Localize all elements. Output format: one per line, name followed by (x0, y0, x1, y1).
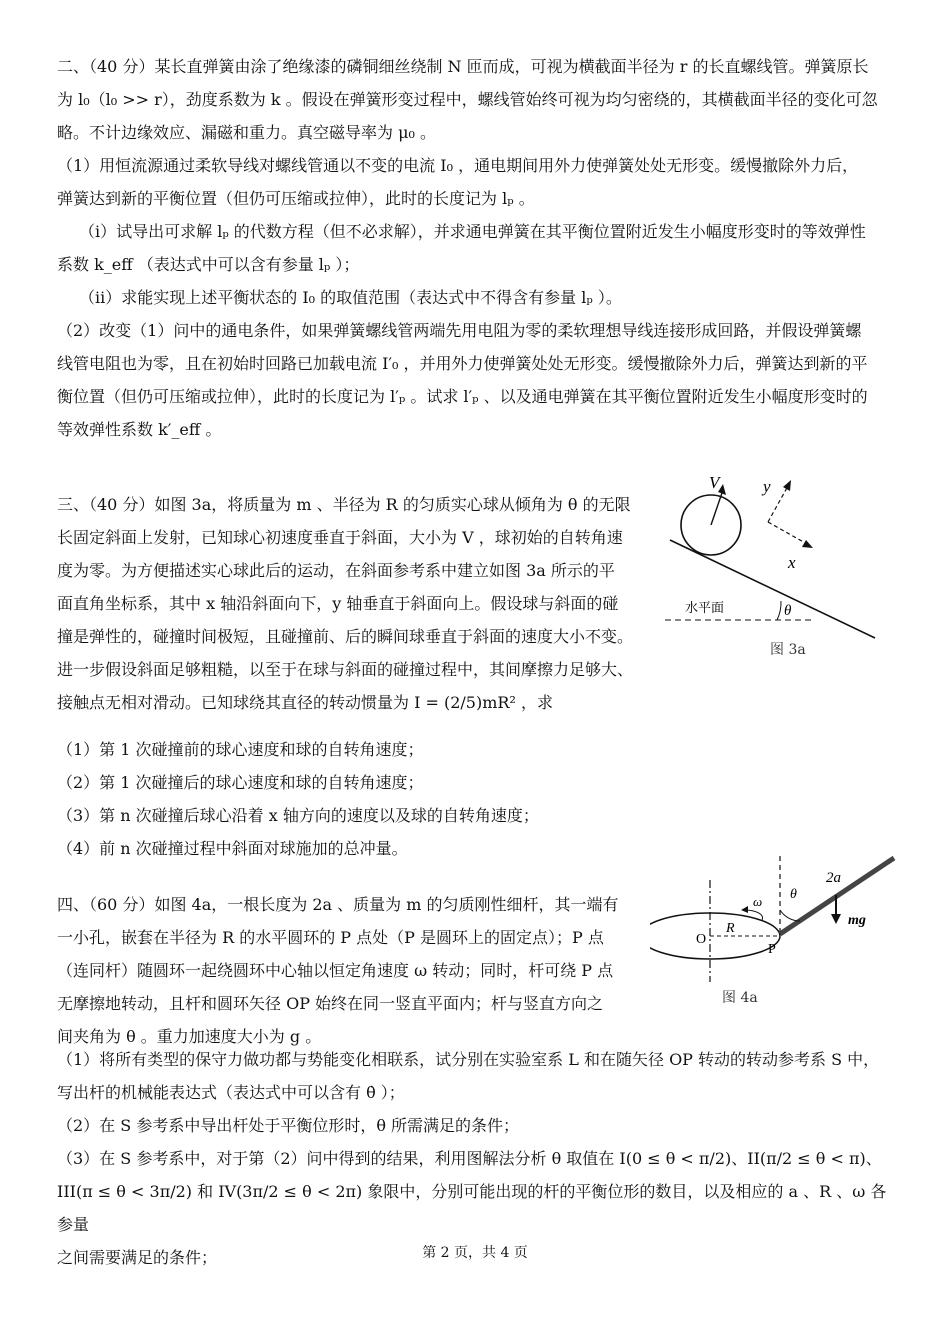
s3-question-3: （3）第 n 次碰撞后球心沿着 x 轴方向的速度以及球的自转角速度； (57, 806, 539, 825)
s4-line-3: （连同杆）随圆环一起绕圆环中心轴以恒定角速度 ω 转动；同时，杆可绕 P 点 (57, 961, 614, 980)
s3-line-5: 撞是弹性的，碰撞时间极短，且碰撞前、后的瞬间球垂直于斜面的速度大小不变。 (57, 627, 634, 646)
figure-3a-caption: 图 3a (770, 642, 806, 658)
figure-4a-diagram (650, 850, 900, 1015)
incline-line (670, 540, 875, 638)
s2-line-6: （i）试导出可求解 lₚ 的代数方程（但不必求解），并求通电弹簧在其平衡位置附近发生小幅度形变时的等效弹性 (79, 222, 866, 241)
label-mg: mg (848, 913, 866, 928)
label-y: y (763, 477, 771, 496)
label-O: O (696, 932, 707, 947)
label-horizontal-plane: 水平面 (685, 601, 725, 616)
label-x: x (788, 553, 796, 572)
label-theta-3a: θ (784, 603, 792, 619)
page-footer: 第 2 页，共 4 页 (422, 1245, 528, 1261)
label-V: V (709, 473, 720, 492)
section-4-text (57, 888, 642, 1053)
s2-line-3: 略。不计边缘效应、漏磁和重力。真空磁导率为 μ₀ 。 (57, 123, 436, 142)
figure-4a-caption: 图 4a (722, 990, 758, 1006)
gravity-arrowhead (831, 914, 841, 924)
s4-question-3: （3）在 S 参考系中，对于第（2）问中得到的结果，利用图解法分析 θ 取值在 I(0 ≤ θ < π/2)、II(π/2 ≤ θ < π)、 (57, 1149, 882, 1168)
s2-line-9: （2）改变（1）问中的通电条件，如果弹簧螺线管两端先用电阻为零的柔软理想导线连接形成回路，并假设弹簧螺 (57, 321, 862, 340)
s3-question-4: （4）前 n 次碰撞过程中斜面对球施加的总冲量。 (57, 839, 408, 858)
s3-question-1: （1）第 1 次碰撞前的球心速度和球的自转角速度； (57, 740, 424, 759)
theta-arc (780, 910, 800, 921)
section-3-text (57, 488, 642, 719)
omega-arrowhead (741, 906, 748, 913)
s2-line-12: 等效弹性系数 k′_eff 。 (57, 420, 222, 439)
label-omega: ω (753, 894, 763, 909)
label-P: P (768, 942, 776, 957)
s3-line-6: 进一步假设斜面足够粗糙，以至于在球与斜面的碰撞过程中，其间摩擦力足够大、 (57, 660, 634, 679)
s3-line-4: 面直角坐标系，其中 x 轴沿斜面向下，y 轴垂直于斜面向上。假设球与斜面的碰 (57, 594, 619, 613)
section-2 (57, 50, 895, 446)
figure-3a (665, 470, 895, 670)
s4-question-3b: III(π ≤ θ < 3π/2) 和 IV(3π/2 ≤ θ < 2π) 象限中，分别可能出现的杆的平衡位形的数目，以及相应的 a 、R 、ω 各参量 (57, 1182, 887, 1234)
s4-line-2: 一小孔，嵌套在半径为 R 的水平圆环的 P 点处（P 是圆环上的固定点）；P 点 (57, 928, 604, 947)
y-axis-dashed (768, 486, 788, 522)
section-4-questions (57, 1043, 895, 1274)
figure-3a-diagram (665, 470, 895, 670)
s3-line-3: 度为零。为方便描述实心球此后的运动，在斜面参考系中建立如图 3a 所示的平 (57, 561, 615, 580)
x-axis-arrowhead (802, 540, 813, 548)
s3-line-1: 三、（40 分）如图 3a，将质量为 m 、半径为 R 的匀质实心球从倾角为 θ 的无限 (57, 495, 631, 514)
label-R: R (726, 921, 735, 936)
s2-line-11: 衡位置（但仍可压缩或拉伸），此时的长度记为 l′ₚ 。试求 l′ₚ 、以及通电弹簧在其平衡位置附近发生小幅度形变时的 (57, 387, 868, 406)
s4-line-1: 四、（60 分）如图 4a，一根长度为 2a 、质量为 m 的匀质刚性细杆，其一端有 (57, 895, 619, 914)
y-axis-arrowhead (783, 480, 791, 491)
s2-line-10: 线管电阻也为零，且在初始时回路已加载电流 I′₀ ，并用外力使弹簧处处无形变。缓慢撤除外力后，弹簧达到新的平 (57, 354, 868, 373)
s2-line-1: 二、（40 分）某长直弹簧由涂了绝缘漆的磷铜细丝绕制 N 匝而成，可视为横截面半径为 r 的长直螺线管。弹簧原长 (57, 57, 869, 76)
s2-line-7: 系数 k_eff （表达式中可以含有参量 lₚ ）； (57, 255, 360, 274)
section-3-questions (57, 733, 895, 865)
s4-question-3c: 之间需要满足的条件； (57, 1248, 218, 1267)
figure-4a (650, 850, 900, 1015)
s2-line-8: （ii）求能实现上述平衡状态的 I₀ 的取值范围（表达式中不得含有参量 lₚ ）。 (79, 288, 622, 307)
s3-line-2: 长固定斜面上发射，已知球心初速度垂直于斜面，大小为 V ，球初始的自转角速 (57, 528, 623, 547)
s4-line-5: 间夹角为 θ 。重力加速度大小为 g 。 (57, 1027, 322, 1046)
label-theta-4a: θ (790, 887, 797, 902)
x-axis-dashed (768, 522, 807, 544)
label-2a: 2a (826, 870, 841, 886)
s4-line-4: 无摩擦地转动，且杆和圆环矢径 OP 始终在同一竖直平面内；杆与竖直方向之 (57, 994, 604, 1013)
s3-question-2: （2）第 1 次碰撞后的球心速度和球的自转角速度； (57, 773, 424, 792)
s2-line-2: 为 l₀（l₀ >> r），劲度系数为 k 。假设在弹簧形变过程中，螺线管始终可视为均匀密绕的，其横截面半径的变化可忽 (57, 90, 878, 109)
s2-line-5: 弹簧达到新的平衡位置（但仍可压缩或拉伸），此时的长度记为 lₚ 。 (57, 189, 535, 208)
s4-question-1: （1）将所有类型的保守力做功都与势能变化相联系，试分别在实验室系 L 和在随矢径 OP 转动的转动参考系 S 中， (57, 1050, 880, 1069)
s4-question-1b: 写出杆的机械能表达式（表达式中可以含有 θ̇ ）； (57, 1083, 405, 1102)
angle-arc (777, 601, 781, 620)
s3-line-7: 接触点无相对滑动。已知球绕其直径的转动惯量为 I = (2/5)mR² ，求 (57, 693, 553, 712)
s4-question-2: （2）在 S 参考系中导出杆处于平衡位形时，θ 所需满足的条件； (57, 1116, 520, 1135)
s2-line-4: （1）用恒流源通过柔软导线对螺线管通以不变的电流 I₀ ，通电期间用外力使弹簧处处无形变。缓慢撤除外力后， (57, 156, 859, 175)
